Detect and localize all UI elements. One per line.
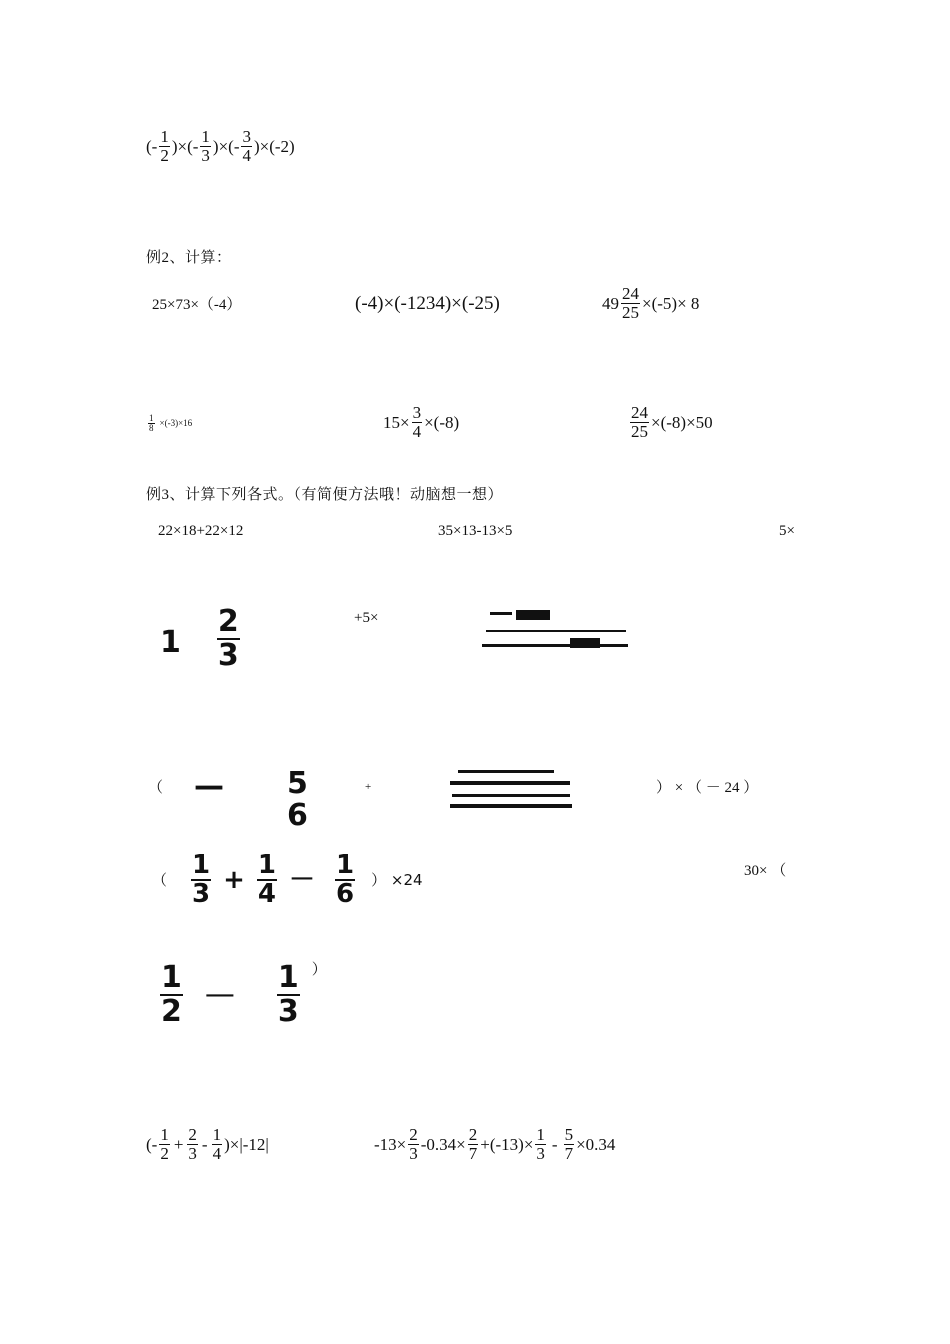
ex3-q6-close: ） [311,960,327,978]
ex3-problem-3-fraction-a [160,606,242,671]
example1-expression [146,128,295,165]
ex2-problem-3 [602,285,699,322]
example2-heading: 例2、计算： [146,250,232,266]
ex3-q6-fraction-1: $\frac{1}{2}$ [161,960,182,1029]
ex2-p3-fraction: $\frac{24}{25}$ [622,284,639,322]
ex3-q8-fraction-1: $\frac{2}{3}$ [409,1125,418,1163]
ex3-q5-fraction-3: $\frac{1}{6}$ [336,850,355,910]
ex2-problem-6 [628,404,713,441]
ex2-problem-2: (-4)×(-1234)×(-25) [355,293,500,314]
ex2-p3-whole: 49 [602,293,619,313]
ex2-p4-tail: ×(-3)×16 [159,418,193,429]
ex3-q5-op1: + [223,865,245,896]
ex3-q5-open: （ [152,870,168,889]
ex3-problem-1: 22×18+22×12 [158,523,244,539]
ex1-a-open: (- [146,136,158,156]
ex2-problem-1: 25×73×（-4） [152,297,242,313]
ex2-p6-fraction: $\frac{24}{25}$ [631,403,648,441]
ex2-problem-4 [146,414,192,434]
ex3-problem-2: 35×13-13×5 [438,523,513,539]
ex3-q7-fraction-3: $\frac{1}{4}$ [212,1125,222,1163]
ex3-problem-6-start: 30× （ [744,863,787,879]
ex3-q5-tail: ） ×24 [371,870,423,889]
ex3-q7-open: (- [146,1134,158,1154]
ex3-q7-op1: + [173,1134,184,1154]
ex3-q8-mid2: +(-13)× [480,1134,534,1154]
ex3-problem-8 [374,1126,615,1163]
ex2-problem-5 [383,404,459,441]
ex3-q8-tail: ×0.34 [576,1134,616,1154]
ex3-q8-fraction-2: $\frac{2}{7}$ [468,1125,478,1163]
ex3-q4-minus: — [194,769,224,804]
ex3-q7-op2: - [201,1134,208,1154]
ex3-q3-mid: +5× [354,610,379,626]
ex3-q7-tail: )×|-12| [224,1134,269,1154]
ex3-q5-fraction-2: $\frac{1}{4}$ [257,850,276,910]
ex3-q5-op2: － [289,865,316,896]
ex3-q5-fraction-1: $\frac{1}{3}$ [192,850,211,910]
ex2-p6-tail: ×(-8)×50 [651,412,713,432]
ex3-problem-5 [152,852,423,909]
ex2-p5-lead: 15× [383,412,410,432]
ex3-q8-fraction-3: $\frac{1}{3}$ [536,1125,545,1163]
ex1-c-open: )×(- [212,136,240,156]
ex3-q4-tail: ） × （ － 24 ） [656,780,759,796]
ex3-q4-plus: + [365,781,372,793]
ex2-p4-fraction: $\frac{1}{8}$ [149,413,154,434]
ex3-q4-fraction [284,768,311,831]
ex1-tail: )×(-2) [253,136,295,156]
ex3-problem-3-start: 5× [779,523,795,539]
ex3-q8-mid1: -0.34× [420,1134,466,1154]
ex2-p3-tail: ×(-5)× 8 [642,293,700,313]
ex3-q3-fraction: $\frac{2}{3}$ [217,604,239,673]
ex1-fraction-2: $\frac{1}{3}$ [201,127,210,165]
ex3-q7-fraction-1: $\frac{1}{2}$ [160,1125,169,1163]
ex3-q3-whole: 1 [160,624,181,660]
ex1-b-open: )×(- [171,136,199,156]
ex3-q4-open: （ [148,780,164,796]
ex1-fraction-3: $\frac{3}{4}$ [242,127,251,165]
ex3-q6-op: — [204,976,235,1012]
ex3-q8-lead: -13× [374,1134,407,1154]
ex3-q4-garbled-fraction [450,768,574,810]
ex3-q3-garbled-fraction [482,610,630,652]
ex3-q4-frac: 5 6 [287,766,308,833]
ex3-q7-fraction-2: $\frac{2}{3}$ [188,1125,197,1163]
ex3-problem-6 [158,962,327,1027]
ex2-p5-tail: ×(-8) [424,412,460,432]
ex3-q6-fraction-2: $\frac{1}{3}$ [277,960,299,1029]
ex2-p5-fraction: $\frac{3}{4}$ [412,403,422,441]
ex3-problem-7 [146,1126,269,1163]
example3-heading: 例3、计算下列各式。（有简便方法哦！动脑想一想） [146,487,504,503]
ex1-fraction-1: $\frac{1}{2}$ [160,127,169,165]
ex3-q8-fraction-4: $\frac{5}{7}$ [564,1125,574,1163]
ex3-q8-mid3: - [551,1134,558,1154]
